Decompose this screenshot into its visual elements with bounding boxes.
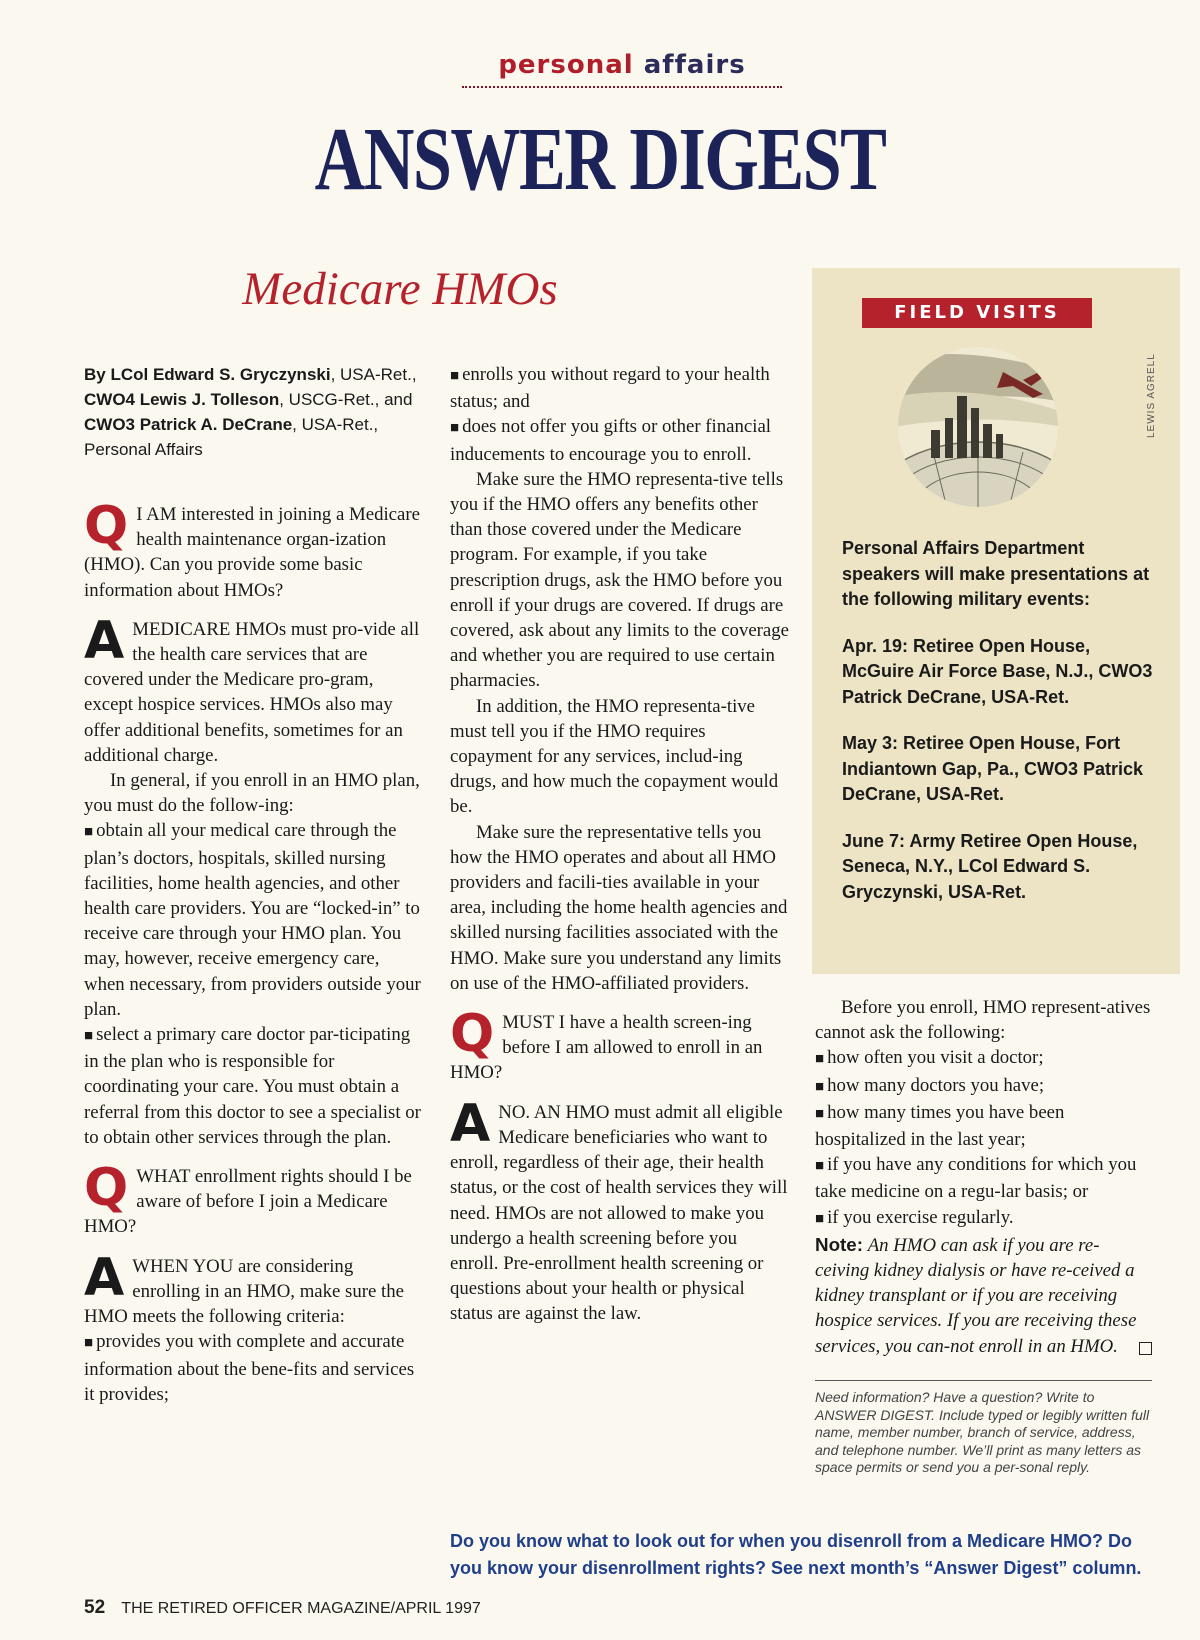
end-of-article-box-icon [1139, 1342, 1152, 1355]
question-3-text: MUST I have a health screen-ing before I am allowed to enroll in an HMO? [450, 1012, 763, 1084]
column-1 [84, 362, 424, 1407]
answer-3-bullet-5 [815, 1205, 1152, 1232]
question-drop-letter: Q [450, 1004, 495, 1065]
author-3-rank: , USA-Ret., [292, 415, 379, 434]
section-word-personal: personal [498, 50, 634, 80]
author-1-name: By LCol Edward S. Gryczynski [84, 365, 331, 384]
question-3 [450, 1004, 790, 1086]
answer-drop-letter: A [84, 1247, 125, 1308]
answer-3 [450, 1093, 790, 1327]
bullet-text: if you have any conditions for which you take medicine on a regu-lar basis; or [815, 1154, 1137, 1203]
bullet-text: if you exercise regularly. [827, 1206, 1014, 1228]
answer-1 [84, 610, 424, 768]
answer-2-paragraph-2: Make sure the HMO representa-tive tells you if the HMO offers any benefits other than those covered under the Medicare program. For example, if you take prescription drugs, ask the HMO before you enroll if your drugs are covered. If drugs are covered, ask about any limits to the coverage and whether you are required to use certain pharmacies. [450, 468, 789, 692]
bullet-text: select a primary care doctor par-ticipating in the plan who is responsible for coordinating your care. You must obtain a referral from this doctor to see a specialist or to obtain other services through the plan. [84, 1024, 421, 1148]
publication-name: THE RETIRED OFFICER MAGAZINE/APRIL 1997 [121, 1600, 481, 1617]
answer-3-bullet-2 [815, 1073, 1152, 1100]
note-label: Note: [815, 1233, 863, 1255]
answer-3-bullet-1 [815, 1045, 1152, 1072]
section-word-affairs: affairs [643, 50, 746, 80]
note-text: An HMO can ask if you are re-ceiving kidney dialysis or have re-ceived a kidney transplant or if you are receiving hospice services. If you are receiving these services, you can-not enroll in an HMO. [815, 1234, 1137, 1357]
answer-1-text: MEDICARE HMOs must pro-vide all the health care services that are covered under the Medicare pro-gram, except hospice services. HMOs also may offer additional benefits, sometimes for an additional charge. [84, 618, 420, 766]
article-title: Medicare HMOs [242, 263, 558, 315]
answer-3-bullet-3 [815, 1100, 1152, 1152]
answer-3-paragraph-2: Before you enroll, HMO represent-atives cannot ask the following: [815, 997, 1151, 1044]
question-drop-letter: Q [84, 496, 129, 556]
answer-3-text: NO. AN HMO must admit all eligible Medicare beneficiaries who want to enroll, regardless of their age, their health status, or the cost of health services they will need. HMOs are not allowed to make you undergo a health screening before you enroll. Pre-enrollment health screening or questions about your health or physical status are against the law. [450, 1101, 788, 1325]
answer-1-bullet-2 [84, 1022, 424, 1150]
illustration-credit: LEWIS AGRELL [1146, 353, 1157, 438]
author-3-name: CWO3 Patrick A. DeCrane [84, 415, 293, 434]
bullet-text: provides you with complete and accurate information about the bene-fits and services it provides; [84, 1331, 415, 1405]
next-month-teaser: Do you know what to look out for when you disenroll from a Medicare HMO? Do you know your disenrollment rights? See next month’s “Answer Digest” column. [450, 1531, 1142, 1578]
sidebar-event-3: June 7: Army Retiree Open House, Seneca, N.Y., LCol Edward S. Gryczynski, USA-Ret. [842, 830, 1138, 902]
note [815, 1232, 1152, 1359]
info-box: Need information? Have a question? Write to ANSWER DIGEST. Include typed or legibly written full name, member number, branch of service, address, and telephone number. We’ll print as many letters as space permits or send you a per-sonal reply. [815, 1380, 1152, 1477]
bullet-text: obtain all your medical care through the plan’s doctors, hospitals, skilled nursing facilities, home health agencies, and other health care providers. You are “locked-in” to receive care through your HMO plan. You may, however, receive emergency care, when necessary, from providers outside your plan. [84, 820, 421, 1020]
answer-2-paragraph-4: Make sure the representative tells you how the HMO operates and about all HMO providers and facili-ties available in your area, including the home health agencies and skilled nursing facilities associated with the HMO. Make sure you understand any limits on use of the HMO-affiliated providers. [450, 821, 788, 994]
section-label [462, 50, 782, 88]
sidebar-tag: FIELD VISITS [862, 298, 1092, 328]
masthead: ANSWER DIGEST [314, 110, 886, 209]
bullet-text: enrolls you without regard to your health status; and [450, 364, 770, 413]
answer-2 [84, 1247, 424, 1330]
question-1 [84, 496, 424, 603]
answer-2-bullet-2 [450, 362, 790, 414]
sidebar-event-2: May 3: Retiree Open House, Fort Indiantown Gap, Pa., CWO3 Patrick DeCrane, USA-Ret. [842, 733, 1144, 804]
answer-1-paragraph-2: In general, if you enroll in an HMO plan, you must do the follow-ing: [84, 770, 420, 817]
sidebar-intro: Personal Affairs Department speakers will make presentations at the following military events: [842, 538, 1150, 609]
answer-3-bullet-4 [815, 1152, 1152, 1204]
answer-2-bullet-1 [84, 1329, 424, 1407]
author-2-name: CWO4 Lewis J. Tolleson [84, 390, 280, 409]
page-number: 52 [84, 1597, 106, 1618]
column-2 [450, 362, 790, 1327]
column-3 [815, 995, 1152, 1359]
question-drop-letter: Q [84, 1158, 129, 1219]
answer-2-text: WHEN YOU are considering enrolling in an HMO, make sure the HMO meets the following criteria: [84, 1255, 404, 1328]
answer-drop-letter: A [84, 610, 125, 671]
question-1-text: I AM interested in joining a Medicare health maintenance organ-ization (HMO). Can you provide some basic information about HMOs? [84, 504, 420, 601]
question-2 [84, 1158, 424, 1240]
bullet-text: does not offer you gifts or other financial inducements to encourage you to enroll. [450, 416, 771, 465]
author-2-rank: , USCG-Ret., and [279, 390, 413, 409]
globe-cityscape-illustration [893, 342, 1063, 512]
sidebar-text [842, 536, 1162, 926]
page-footer [84, 1597, 481, 1619]
bullet-text: how often you visit a doctor; [827, 1047, 1044, 1069]
answer-2-paragraph-3: In addition, the HMO representa-tive must tell you if the HMO requires copayment for any services, includ-ing drugs, and how much the copayment would be. [450, 695, 779, 818]
bullet-text: how many times you have been hospitalized in the last year; [815, 1101, 1065, 1151]
byline [84, 362, 424, 462]
question-2-text: WHAT enrollment rights should I be aware of before I join a Medicare HMO? [84, 1166, 412, 1238]
bullet-text: how many doctors you have; [827, 1074, 1045, 1096]
byline-dept: Personal Affairs [84, 440, 203, 459]
answer-1-bullet-1 [84, 818, 424, 1022]
answer-2-bullet-3 [450, 414, 790, 466]
author-1-rank: , USA-Ret., [330, 365, 417, 384]
sidebar-event-1: Apr. 19: Retiree Open House, McGuire Air Force Base, N.J., CWO3 Patrick DeCrane, USA-Ret. [842, 635, 1153, 707]
answer-drop-letter: A [450, 1093, 491, 1154]
